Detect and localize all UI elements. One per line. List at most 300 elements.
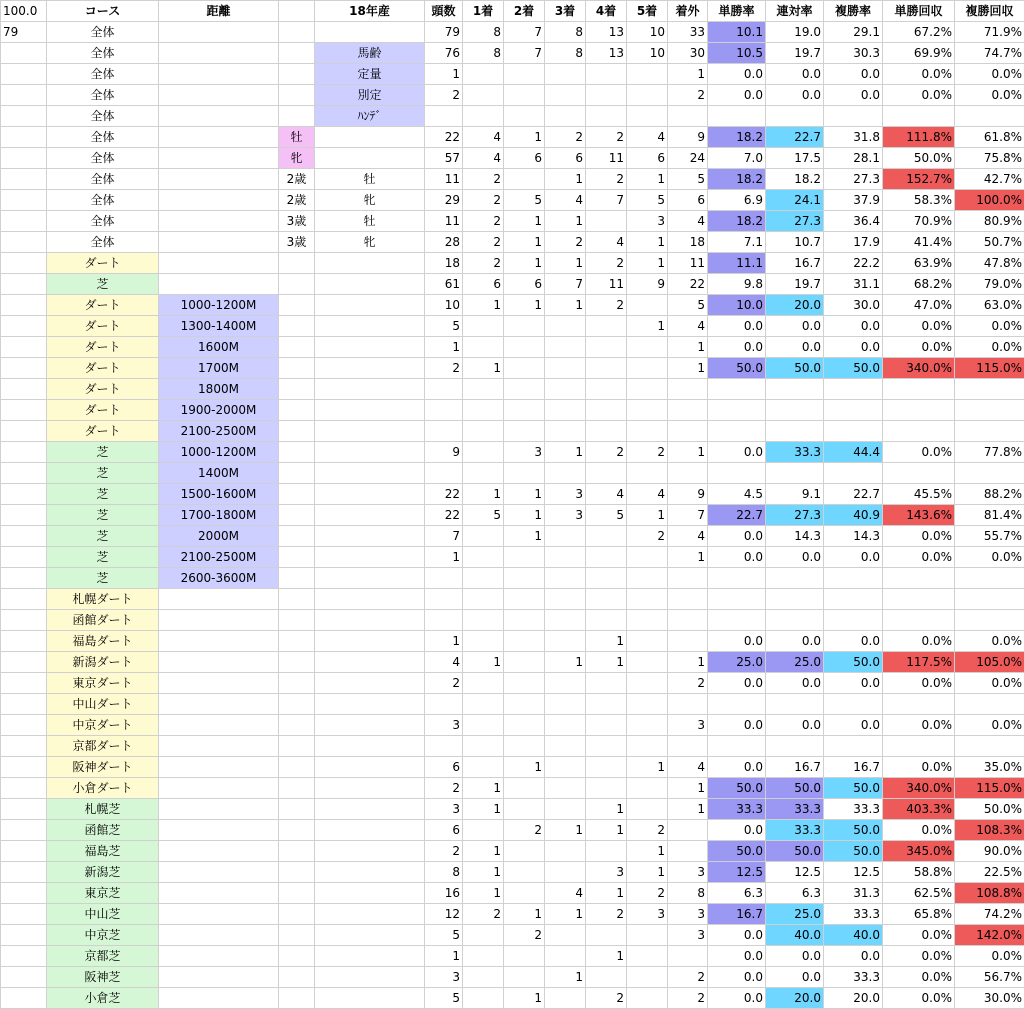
cell-first <box>463 547 504 568</box>
cell-unplaced: 1 <box>668 442 708 463</box>
cell-age <box>279 673 315 694</box>
cell-age <box>279 484 315 505</box>
cell-place-return: 0.0% <box>955 64 1024 85</box>
cell-course: 芝 <box>47 274 159 295</box>
cell-unplaced: 33 <box>668 22 708 43</box>
cell-row-label <box>1 169 47 190</box>
cell-second: 7 <box>504 22 545 43</box>
cell-place-rate <box>824 421 883 442</box>
cell-place-return: 100.0% <box>955 190 1024 211</box>
cell-fourth: 11 <box>586 148 627 169</box>
cell-starters: 29 <box>425 190 463 211</box>
table-row <box>1 127 1024 148</box>
cell-fifth: 10 <box>627 43 668 64</box>
cell-win-rate: 33.3 <box>708 799 766 820</box>
cell-fifth <box>627 925 668 946</box>
cell-second <box>504 946 545 967</box>
cell-condition <box>315 148 425 169</box>
cell-win-rate: 18.2 <box>708 127 766 148</box>
cell-distance <box>159 148 279 169</box>
cell-place-return: 77.8% <box>955 442 1024 463</box>
cell-win-return: 45.5% <box>883 484 955 505</box>
cell-quinella-rate <box>766 694 824 715</box>
cell-unplaced <box>668 106 708 127</box>
cell-condition <box>315 400 425 421</box>
header-fourth: 4着 <box>586 1 627 22</box>
cell-third <box>545 463 586 484</box>
cell-unplaced: 2 <box>668 988 708 1009</box>
cell-place-return: 80.9% <box>955 211 1024 232</box>
table-row <box>1 400 1024 421</box>
cell-distance <box>159 904 279 925</box>
table-row <box>1 631 1024 652</box>
cell-fourth: 1 <box>586 883 627 904</box>
table-row <box>1 43 1024 64</box>
cell-quinella-rate <box>766 463 824 484</box>
cell-course: ダート <box>47 421 159 442</box>
cell-unplaced: 30 <box>668 43 708 64</box>
cell-second: 1 <box>504 253 545 274</box>
cell-win-rate: 0.0 <box>708 631 766 652</box>
cell-distance: 1000-1200M <box>159 295 279 316</box>
cell-place-return: 0.0% <box>955 547 1024 568</box>
cell-third <box>545 946 586 967</box>
cell-unplaced: 1 <box>668 778 708 799</box>
cell-unplaced: 3 <box>668 862 708 883</box>
cell-condition <box>315 253 425 274</box>
cell-course: 全体 <box>47 211 159 232</box>
cell-course: 芝 <box>47 568 159 589</box>
table-row <box>1 484 1024 505</box>
cell-starters: 22 <box>425 505 463 526</box>
cell-fourth: 13 <box>586 43 627 64</box>
cell-fourth <box>586 337 627 358</box>
cell-first <box>463 526 504 547</box>
cell-first <box>463 715 504 736</box>
cell-row-label <box>1 232 47 253</box>
cell-second: 1 <box>504 211 545 232</box>
cell-third: 2 <box>545 127 586 148</box>
cell-condition <box>315 316 425 337</box>
cell-starters: 1 <box>425 547 463 568</box>
cell-quinella-rate: 50.0 <box>766 358 824 379</box>
table-row <box>1 358 1024 379</box>
cell-starters: 7 <box>425 526 463 547</box>
cell-first <box>463 106 504 127</box>
cell-distance <box>159 631 279 652</box>
cell-fifth: 6 <box>627 148 668 169</box>
cell-second <box>504 379 545 400</box>
cell-win-rate <box>708 736 766 757</box>
cell-distance <box>159 22 279 43</box>
cell-quinella-rate: 19.7 <box>766 274 824 295</box>
cell-condition <box>315 715 425 736</box>
cell-fifth: 5 <box>627 190 668 211</box>
cell-first: 2 <box>463 169 504 190</box>
cell-course: 小倉芝 <box>47 988 159 1009</box>
cell-starters <box>425 463 463 484</box>
cell-unplaced: 24 <box>668 148 708 169</box>
cell-row-label <box>1 589 47 610</box>
cell-age <box>279 379 315 400</box>
cell-second <box>504 337 545 358</box>
cell-fifth: 10 <box>627 22 668 43</box>
cell-fourth <box>586 64 627 85</box>
cell-condition: 牝 <box>315 190 425 211</box>
cell-fourth <box>586 736 627 757</box>
cell-quinella-rate: 16.7 <box>766 253 824 274</box>
table-row <box>1 337 1024 358</box>
cell-age <box>279 883 315 904</box>
cell-fifth <box>627 358 668 379</box>
cell-first: 1 <box>463 799 504 820</box>
cell-unplaced: 2 <box>668 967 708 988</box>
cell-fourth <box>586 673 627 694</box>
cell-second: 1 <box>504 232 545 253</box>
cell-condition <box>315 547 425 568</box>
cell-fourth <box>586 400 627 421</box>
cell-age <box>279 337 315 358</box>
cell-quinella-rate: 25.0 <box>766 652 824 673</box>
cell-place-rate: 16.7 <box>824 757 883 778</box>
table-row <box>1 316 1024 337</box>
cell-unplaced: 2 <box>668 85 708 106</box>
cell-fifth <box>627 106 668 127</box>
table-row <box>1 568 1024 589</box>
cell-second <box>504 736 545 757</box>
cell-third: 6 <box>545 148 586 169</box>
cell-unplaced: 11 <box>668 253 708 274</box>
cell-quinella-rate: 17.5 <box>766 148 824 169</box>
cell-fourth <box>586 967 627 988</box>
cell-course: ダート <box>47 253 159 274</box>
cell-place-rate: 20.0 <box>824 988 883 1009</box>
cell-row-label <box>1 904 47 925</box>
cell-win-return: 0.0% <box>883 526 955 547</box>
cell-place-rate: 14.3 <box>824 526 883 547</box>
cell-fourth: 2 <box>586 169 627 190</box>
cell-place-return <box>955 106 1024 127</box>
cell-distance <box>159 85 279 106</box>
cell-fourth: 1 <box>586 946 627 967</box>
cell-age <box>279 400 315 421</box>
cell-condition <box>315 820 425 841</box>
table-row <box>1 22 1024 43</box>
table-row <box>1 85 1024 106</box>
cell-win-return: 0.0% <box>883 337 955 358</box>
cell-fifth: 2 <box>627 820 668 841</box>
cell-second <box>504 883 545 904</box>
table-row <box>1 778 1024 799</box>
cell-quinella-rate: 6.3 <box>766 883 824 904</box>
cell-unplaced <box>668 400 708 421</box>
table-row <box>1 694 1024 715</box>
cell-unplaced: 7 <box>668 505 708 526</box>
cell-win-return: 65.8% <box>883 904 955 925</box>
cell-unplaced <box>668 421 708 442</box>
cell-course: ダート <box>47 337 159 358</box>
cell-first <box>463 589 504 610</box>
cell-win-rate <box>708 400 766 421</box>
cell-distance: 2100-2500M <box>159 547 279 568</box>
cell-row-label <box>1 673 47 694</box>
cell-place-return: 108.3% <box>955 820 1024 841</box>
cell-fourth <box>586 106 627 127</box>
cell-starters: 18 <box>425 253 463 274</box>
cell-third <box>545 547 586 568</box>
cell-age <box>279 295 315 316</box>
cell-place-rate: 28.1 <box>824 148 883 169</box>
cell-win-return: 41.4% <box>883 232 955 253</box>
cell-row-label <box>1 946 47 967</box>
cell-starters: 28 <box>425 232 463 253</box>
cell-first <box>463 400 504 421</box>
cell-course: 福島ダート <box>47 631 159 652</box>
cell-third <box>545 631 586 652</box>
cell-fifth: 3 <box>627 211 668 232</box>
cell-row-label <box>1 736 47 757</box>
cell-win-return <box>883 463 955 484</box>
cell-condition <box>315 589 425 610</box>
cell-distance <box>159 610 279 631</box>
cell-age <box>279 547 315 568</box>
cell-place-return <box>955 694 1024 715</box>
table-row <box>1 589 1024 610</box>
header-win-return: 単勝回収 <box>883 1 955 22</box>
cell-place-rate: 0.0 <box>824 85 883 106</box>
cell-fourth: 2 <box>586 295 627 316</box>
cell-third: 1 <box>545 442 586 463</box>
table-row <box>1 64 1024 85</box>
cell-win-return: 403.3% <box>883 799 955 820</box>
cell-age: 2歳 <box>279 190 315 211</box>
cell-starters: 61 <box>425 274 463 295</box>
cell-fourth <box>586 715 627 736</box>
cell-course: 全体 <box>47 232 159 253</box>
cell-starters <box>425 694 463 715</box>
cell-distance <box>159 190 279 211</box>
cell-win-return: 0.0% <box>883 988 955 1009</box>
cell-row-label <box>1 337 47 358</box>
cell-distance <box>159 820 279 841</box>
header-quinella-rate: 連対率 <box>766 1 824 22</box>
cell-win-return: 58.8% <box>883 862 955 883</box>
cell-fourth: 2 <box>586 904 627 925</box>
cell-condition <box>315 568 425 589</box>
cell-first: 2 <box>463 232 504 253</box>
cell-win-return: 68.2% <box>883 274 955 295</box>
cell-win-return: 111.8% <box>883 127 955 148</box>
cell-fourth: 7 <box>586 190 627 211</box>
cell-age <box>279 757 315 778</box>
cell-place-rate: 0.0 <box>824 715 883 736</box>
cell-distance: 1700-1800M <box>159 505 279 526</box>
cell-fourth: 13 <box>586 22 627 43</box>
cell-row-label <box>1 358 47 379</box>
cell-row-label <box>1 547 47 568</box>
cell-third: 3 <box>545 505 586 526</box>
cell-course: 全体 <box>47 43 159 64</box>
cell-distance: 1000-1200M <box>159 442 279 463</box>
cell-quinella-rate: 0.0 <box>766 967 824 988</box>
cell-fourth <box>586 610 627 631</box>
cell-row-label <box>1 757 47 778</box>
cell-quinella-rate: 50.0 <box>766 841 824 862</box>
cell-place-return: 0.0% <box>955 85 1024 106</box>
cell-win-return: 0.0% <box>883 631 955 652</box>
cell-unplaced: 1 <box>668 337 708 358</box>
cell-row-label <box>1 127 47 148</box>
cell-row-label <box>1 421 47 442</box>
header-second: 2着 <box>504 1 545 22</box>
cell-fourth: 2 <box>586 127 627 148</box>
table-row <box>1 295 1024 316</box>
cell-place-return: 56.7% <box>955 967 1024 988</box>
table-row <box>1 988 1024 1009</box>
cell-win-return: 0.0% <box>883 820 955 841</box>
cell-third <box>545 757 586 778</box>
cell-fifth <box>627 673 668 694</box>
cell-unplaced: 6 <box>668 190 708 211</box>
cell-distance <box>159 127 279 148</box>
cell-unplaced <box>668 736 708 757</box>
cell-row-label <box>1 64 47 85</box>
cell-second: 6 <box>504 148 545 169</box>
cell-third: 2 <box>545 232 586 253</box>
cell-win-return: 47.0% <box>883 295 955 316</box>
cell-fifth <box>627 967 668 988</box>
cell-third <box>545 778 586 799</box>
cell-win-return: 0.0% <box>883 85 955 106</box>
cell-fifth: 3 <box>627 904 668 925</box>
cell-place-return: 47.8% <box>955 253 1024 274</box>
cell-first <box>463 673 504 694</box>
cell-age <box>279 946 315 967</box>
cell-win-return <box>883 568 955 589</box>
header-row-label: 100.0 <box>1 1 47 22</box>
header-first: 1着 <box>463 1 504 22</box>
cell-row-label <box>1 778 47 799</box>
cell-place-return <box>955 610 1024 631</box>
cell-place-return: 0.0% <box>955 673 1024 694</box>
cell-age <box>279 526 315 547</box>
cell-row-label <box>1 925 47 946</box>
cell-distance <box>159 211 279 232</box>
cell-starters: 5 <box>425 925 463 946</box>
cell-age <box>279 967 315 988</box>
cell-row-label <box>1 631 47 652</box>
table-row <box>1 673 1024 694</box>
cell-first: 1 <box>463 295 504 316</box>
cell-row-label <box>1 526 47 547</box>
cell-win-rate: 0.0 <box>708 526 766 547</box>
cell-row-label <box>1 988 47 1009</box>
cell-row-label <box>1 295 47 316</box>
cell-place-rate: 0.0 <box>824 631 883 652</box>
cell-quinella-rate: 20.0 <box>766 988 824 1009</box>
cell-distance <box>159 967 279 988</box>
cell-win-rate: 10.0 <box>708 295 766 316</box>
cell-first: 1 <box>463 484 504 505</box>
cell-row-label <box>1 862 47 883</box>
cell-win-return: 0.0% <box>883 316 955 337</box>
cell-place-return <box>955 463 1024 484</box>
cell-condition <box>315 421 425 442</box>
cell-fifth <box>627 295 668 316</box>
cell-place-return: 0.0% <box>955 316 1024 337</box>
cell-place-rate: 33.3 <box>824 799 883 820</box>
cell-quinella-rate <box>766 568 824 589</box>
cell-place-return: 0.0% <box>955 631 1024 652</box>
cell-place-return: 88.2% <box>955 484 1024 505</box>
cell-place-rate: 31.8 <box>824 127 883 148</box>
cell-win-return: 0.0% <box>883 715 955 736</box>
cell-starters <box>425 736 463 757</box>
cell-condition: 馬齢 <box>315 43 425 64</box>
cell-course: 東京芝 <box>47 883 159 904</box>
cell-distance <box>159 274 279 295</box>
cell-course: 芝 <box>47 463 159 484</box>
cell-distance <box>159 673 279 694</box>
cell-place-rate <box>824 736 883 757</box>
cell-course: 全体 <box>47 190 159 211</box>
cell-fourth: 5 <box>586 505 627 526</box>
cell-row-label <box>1 379 47 400</box>
cell-unplaced <box>668 694 708 715</box>
header-course: コース <box>47 1 159 22</box>
cell-fifth <box>627 337 668 358</box>
cell-distance <box>159 169 279 190</box>
cell-place-return: 63.0% <box>955 295 1024 316</box>
cell-win-rate: 0.0 <box>708 673 766 694</box>
cell-condition <box>315 442 425 463</box>
cell-win-return: 340.0% <box>883 358 955 379</box>
cell-course: ダート <box>47 379 159 400</box>
cell-age: 牡 <box>279 127 315 148</box>
cell-condition <box>315 337 425 358</box>
cell-first <box>463 442 504 463</box>
cell-win-return: 143.6% <box>883 505 955 526</box>
cell-quinella-rate: 25.0 <box>766 904 824 925</box>
cell-fourth: 3 <box>586 862 627 883</box>
cell-row-label <box>1 841 47 862</box>
cell-third <box>545 64 586 85</box>
cell-quinella-rate <box>766 421 824 442</box>
cell-second <box>504 715 545 736</box>
cell-course: 中京ダート <box>47 715 159 736</box>
cell-starters: 1 <box>425 64 463 85</box>
cell-fifth: 9 <box>627 274 668 295</box>
cell-course: 全体 <box>47 127 159 148</box>
cell-distance <box>159 589 279 610</box>
cell-distance <box>159 862 279 883</box>
cell-place-rate: 50.0 <box>824 841 883 862</box>
table-row <box>1 925 1024 946</box>
cell-course: 阪神ダート <box>47 757 159 778</box>
cell-place-return: 74.7% <box>955 43 1024 64</box>
cell-age <box>279 22 315 43</box>
cell-age <box>279 799 315 820</box>
cell-fifth: 1 <box>627 757 668 778</box>
cell-course: 中山芝 <box>47 904 159 925</box>
table-row <box>1 862 1024 883</box>
cell-course: 全体 <box>47 106 159 127</box>
cell-distance: 1800M <box>159 379 279 400</box>
cell-row-label <box>1 652 47 673</box>
cell-place-rate: 31.3 <box>824 883 883 904</box>
cell-fifth <box>627 421 668 442</box>
cell-win-return: 0.0% <box>883 64 955 85</box>
